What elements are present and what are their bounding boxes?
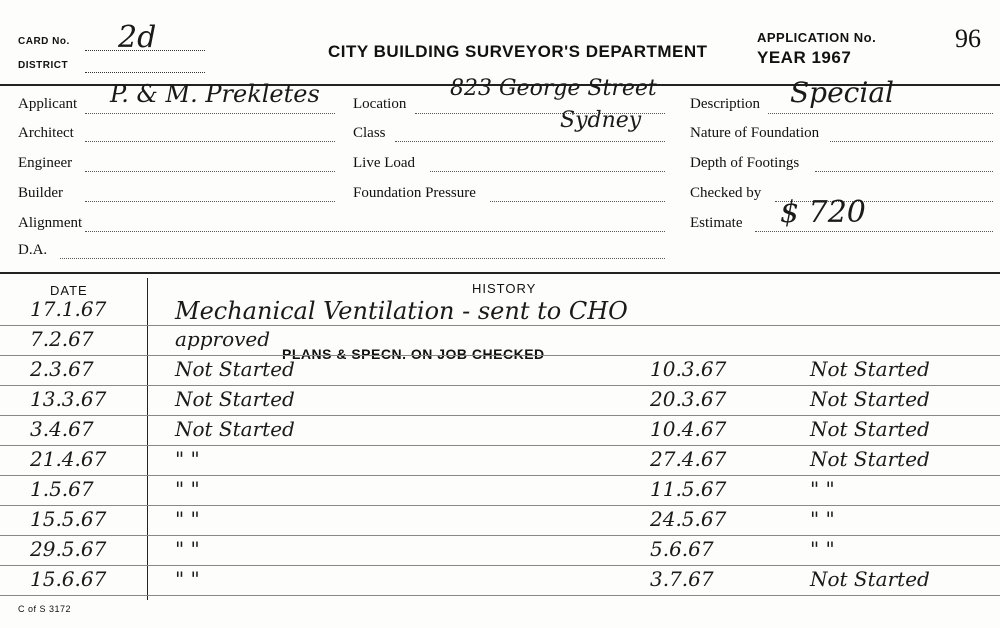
nature-label: Nature of Foundation xyxy=(690,125,820,141)
history-row-rule xyxy=(0,325,1000,326)
architect-label: Architect xyxy=(18,125,74,141)
history-row-rule xyxy=(0,595,1000,596)
applicant-label: Applicant xyxy=(18,96,78,112)
history-column-header: HISTORY xyxy=(472,281,537,296)
history-date: 15.5.67 xyxy=(30,507,107,531)
history-entry-2: Not Started xyxy=(810,447,930,471)
foundation-pressure-label: Foundation Pressure xyxy=(353,185,476,201)
year-label: YEAR 1967 xyxy=(757,48,852,67)
history-row-rule xyxy=(0,505,1000,506)
live-load-label: Live Load xyxy=(353,155,416,171)
location-label: Location xyxy=(353,96,407,112)
card-no-label: CARD No. xyxy=(18,36,70,47)
history-date: 17.1.67 xyxy=(30,297,107,321)
plans-checked-stamp: PLANS & SPECN. ON JOB CHECKED xyxy=(282,346,545,362)
history-date: 21.4.67 xyxy=(30,447,107,471)
description-label: Description xyxy=(690,96,760,112)
history-entry: " " xyxy=(175,447,200,471)
history-entry: " " xyxy=(175,567,200,591)
history-date: 2.3.67 xyxy=(30,357,94,381)
history-date-2: 27.4.67 xyxy=(650,447,727,471)
history-entry: Not Started xyxy=(175,417,295,441)
history-date-2: 5.6.67 xyxy=(650,537,714,561)
history-row-rule xyxy=(0,565,1000,566)
history-date-2: 24.5.67 xyxy=(650,507,727,531)
application-no-value: 96 xyxy=(955,24,981,53)
history-row-rule xyxy=(0,415,1000,416)
history-row-rule xyxy=(0,355,1000,356)
history-entry: Not Started xyxy=(175,357,295,381)
history-entry: " " xyxy=(175,477,200,501)
card-no-value: 2d xyxy=(118,20,157,55)
history-entry-2: Not Started xyxy=(810,417,930,441)
history-date-2: 11.5.67 xyxy=(650,477,727,501)
history-entry: approved xyxy=(175,327,271,351)
applicant-value: P. & M. Prekletes xyxy=(110,80,320,108)
history-date: 7.2.67 xyxy=(30,327,94,351)
history-date: 29.5.67 xyxy=(30,537,107,561)
history-date-2: 10.3.67 xyxy=(650,357,727,381)
history-entry-2: " " xyxy=(810,537,835,561)
history-row-rule xyxy=(0,385,1000,386)
history-entry-2: Not Started xyxy=(810,567,930,591)
form-code: C of S 3172 xyxy=(18,604,72,614)
history-entry: " " xyxy=(175,507,200,531)
history-entry-2: " " xyxy=(810,477,835,501)
department-title: CITY BUILDING SURVEYOR'S DEPARTMENT xyxy=(328,42,708,61)
history-date-2: 3.7.67 xyxy=(650,567,714,591)
history-entry: " " xyxy=(175,537,200,561)
history-row-rule xyxy=(0,475,1000,476)
builder-label: Builder xyxy=(18,185,63,201)
history-date-2: 20.3.67 xyxy=(650,387,727,411)
depth-label: Depth of Footings xyxy=(690,155,800,171)
class-label: Class xyxy=(353,125,386,141)
history-row-rule xyxy=(0,535,1000,536)
history-entry: Mechanical Ventilation - sent to CHO xyxy=(175,297,628,325)
alignment-label: Alignment xyxy=(18,215,83,231)
location-value-2: Sydney xyxy=(560,108,642,133)
engineer-label: Engineer xyxy=(18,155,73,171)
location-value: 823 George Street xyxy=(450,76,657,101)
history-date-2: 10.4.67 xyxy=(650,417,727,441)
estimate-label: Estimate xyxy=(690,215,743,231)
history-date: 1.5.67 xyxy=(30,477,94,501)
district-label: DISTRICT xyxy=(18,60,69,71)
application-no-label: APPLICATION No. xyxy=(757,30,877,45)
date-column-header: DATE xyxy=(50,283,88,298)
history-entry-2: Not Started xyxy=(810,357,930,381)
history-entry: Not Started xyxy=(175,387,295,411)
checked-by-label: Checked by xyxy=(690,185,762,201)
description-value: Special xyxy=(790,76,894,109)
history-date: 3.4.67 xyxy=(30,417,94,441)
history-row-rule xyxy=(0,445,1000,446)
history-entry-2: " " xyxy=(810,507,835,531)
history-date: 15.6.67 xyxy=(30,567,107,591)
history-entry-2: Not Started xyxy=(810,387,930,411)
da-label: D.A. xyxy=(18,242,48,258)
estimate-value: $ 720 xyxy=(780,195,866,230)
history-date: 13.3.67 xyxy=(30,387,107,411)
